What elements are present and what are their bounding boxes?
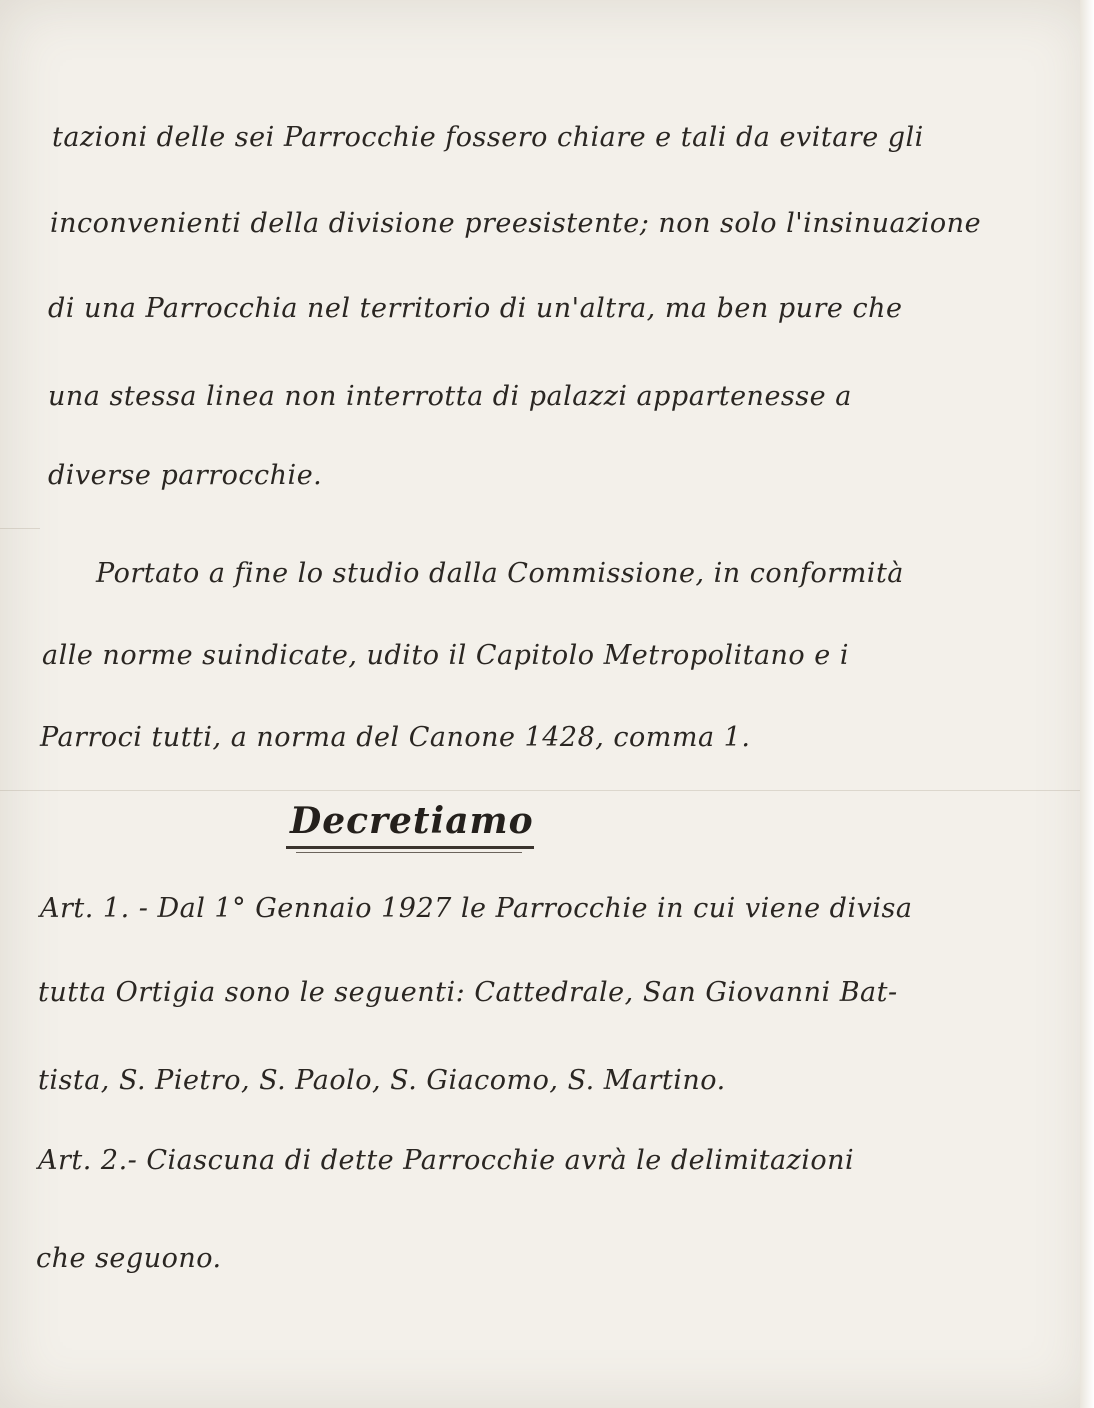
text-line: Parroci tutti, a norma del Canone 1428, comma 1. bbox=[40, 722, 751, 753]
paper-crease bbox=[0, 790, 1080, 791]
text-line: Art. 2.- Ciascuna di dette Parrocchie avrà le delimitazioni bbox=[38, 1145, 855, 1176]
text-line: una stessa linea non interrotta di palazzi appartenesse a bbox=[48, 381, 852, 412]
text-line: diverse parrocchie. bbox=[48, 460, 323, 491]
heading-underline bbox=[286, 846, 534, 849]
text-line: di una Parrocchia nel territorio di un'altra, ma ben pure che bbox=[48, 293, 903, 324]
text-line: inconvenienti della divisione preesistente; non solo l'insinuazione bbox=[50, 208, 982, 239]
text-line: alle norme suindicate, udito il Capitolo Metropolitano e i bbox=[42, 640, 849, 671]
heading-underline bbox=[296, 852, 522, 853]
text-line: Art. 1. - Dal 1° Gennaio 1927 le Parrocchie in cui viene divisa bbox=[40, 893, 913, 924]
text-line: tutta Ortigia sono le seguenti: Cattedrale, San Giovanni Bat- bbox=[38, 977, 898, 1008]
text-line: che seguono. bbox=[36, 1243, 222, 1274]
page-edge bbox=[1080, 0, 1094, 1408]
decree-heading: Decretiamo bbox=[290, 800, 534, 842]
text-line: tista, S. Pietro, S. Paolo, S. Giacomo, S. Martino. bbox=[38, 1065, 726, 1096]
text-line: Portato a fine lo studio dalla Commissione, in conformità bbox=[96, 558, 904, 589]
paper-crease bbox=[0, 528, 40, 529]
text-line: tazioni delle sei Parrocchie fossero chiare e tali da evitare gli bbox=[52, 122, 924, 153]
